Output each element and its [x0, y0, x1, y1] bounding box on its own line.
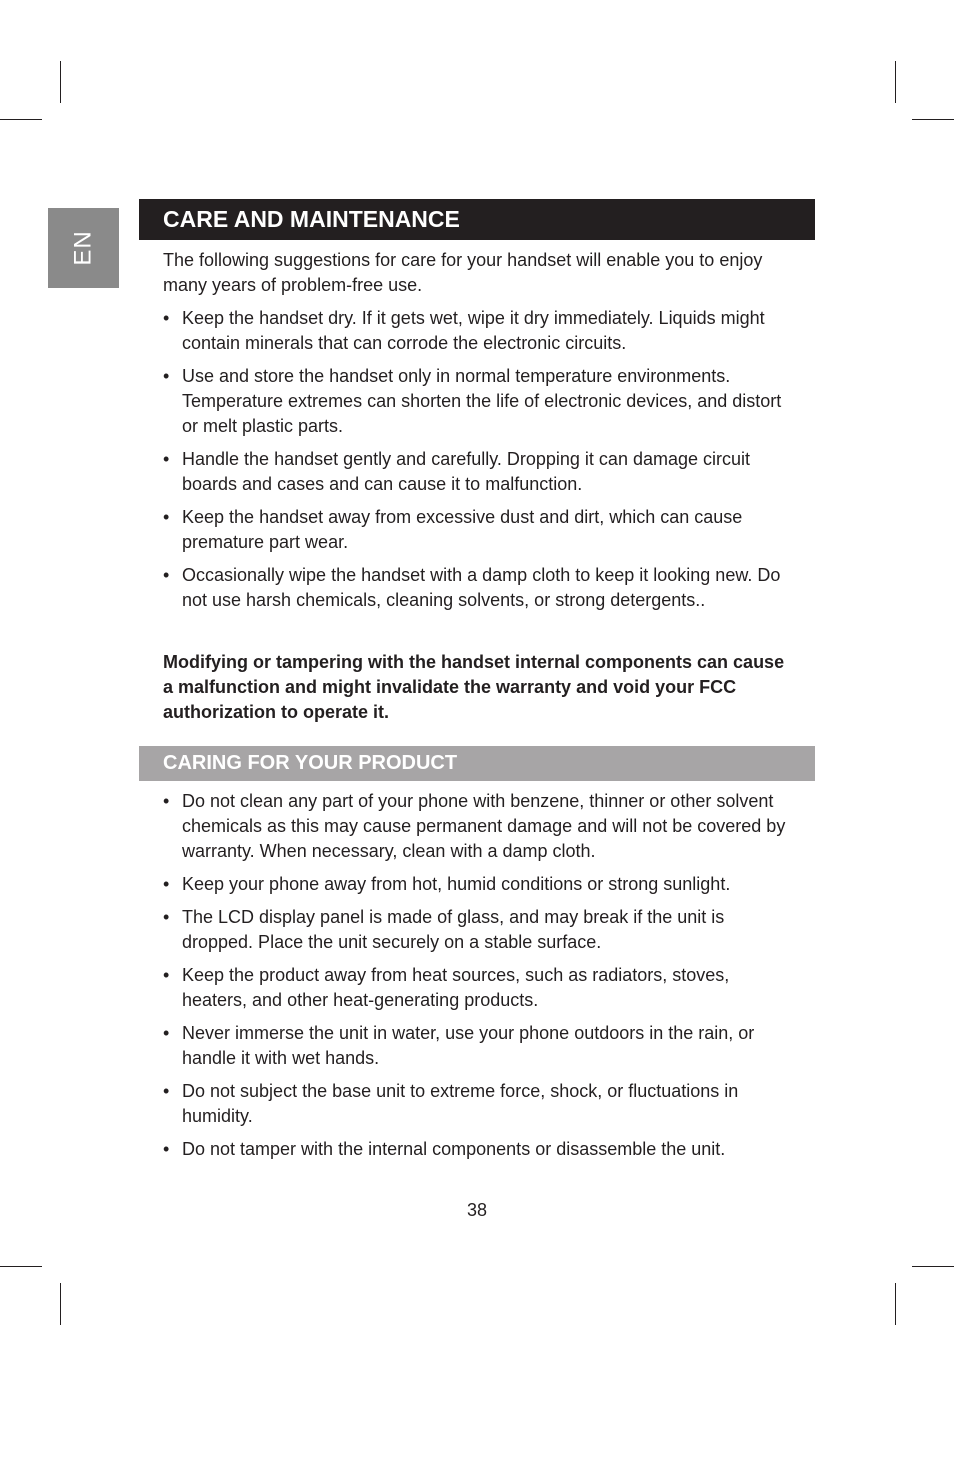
language-tab [48, 208, 119, 288]
list-item: • Do not clean any part of your phone with benzene, thinner or other solvent chemicals as this may cause permanent damage and will not be covered by warranty. When necessary, clean with a damp cloth. [163, 789, 793, 864]
crop-mark-bottom-left-vertical [60, 1283, 61, 1325]
section-title: CARING FOR YOUR PRODUCT [163, 752, 458, 774]
crop-mark-top-right-vertical [895, 61, 896, 103]
crop-mark-bottom-left-horizontal [0, 1266, 42, 1267]
crop-mark-top-left-vertical [60, 61, 61, 103]
product-care-list [163, 789, 793, 1170]
care-list [163, 306, 793, 621]
warning-text: Modifying or tampering with the handset internal components can cause a malfunction and might invalidate the warranty and void your FCC authorization to operate it. [163, 652, 785, 722]
intro-text: The following suggestions for care for your handset will enable you to enjoy many years of problem-free use. [163, 250, 763, 295]
crop-mark-top-left-horizontal [0, 119, 42, 120]
list-item: • Never immerse the unit in water, use your phone outdoors in the rain, or handle it with wet hands. [163, 1021, 793, 1071]
intro-paragraph [163, 248, 793, 298]
crop-mark-top-right-horizontal [912, 119, 954, 120]
language-tab-label: EN [69, 230, 97, 266]
section-heading-care-and-maintenance [139, 199, 815, 240]
list-item: • Keep your phone away from hot, humid conditions or strong sunlight. [163, 872, 793, 897]
list-item: • Do not subject the base unit to extreme force, shock, or fluctuations in humidity. [163, 1079, 793, 1129]
section-heading-caring-for-your-product [139, 746, 815, 781]
list-item: • Keep the handset away from excessive dust and dirt, which can cause premature part wear. [163, 505, 793, 555]
list-item: • The LCD display panel is made of glass, and may break if the unit is dropped. Place the unit securely on a stable surface. [163, 905, 793, 955]
list-item: • Keep the handset dry. If it gets wet, wipe it dry immediately. Liquids might contain minerals that can corrode the electronic circuits. [163, 306, 793, 356]
list-item: • Use and store the handset only in normal temperature environments. Temperature extremes can shorten the life of electronic devices, and distort or melt plastic parts. [163, 364, 793, 439]
list-item: • Do not tamper with the internal components or disassemble the unit. [163, 1137, 793, 1162]
crop-mark-bottom-right-horizontal [912, 1266, 954, 1267]
warning-paragraph [163, 650, 793, 725]
list-item: • Handle the handset gently and carefully. Dropping it can damage circuit boards and cases and can cause it to malfunction. [163, 447, 793, 497]
crop-mark-bottom-right-vertical [895, 1283, 896, 1325]
list-item: • Keep the product away from heat sources, such as radiators, stoves, heaters, and other heat-generating products. [163, 963, 793, 1013]
page-number: 38 [466, 1200, 488, 1220]
list-item: • Occasionally wipe the handset with a damp cloth to keep it looking new. Do not use harsh chemicals, cleaning solvents, or strong detergents.. [163, 563, 793, 613]
section-title: CARE AND MAINTENANCE [163, 206, 460, 232]
